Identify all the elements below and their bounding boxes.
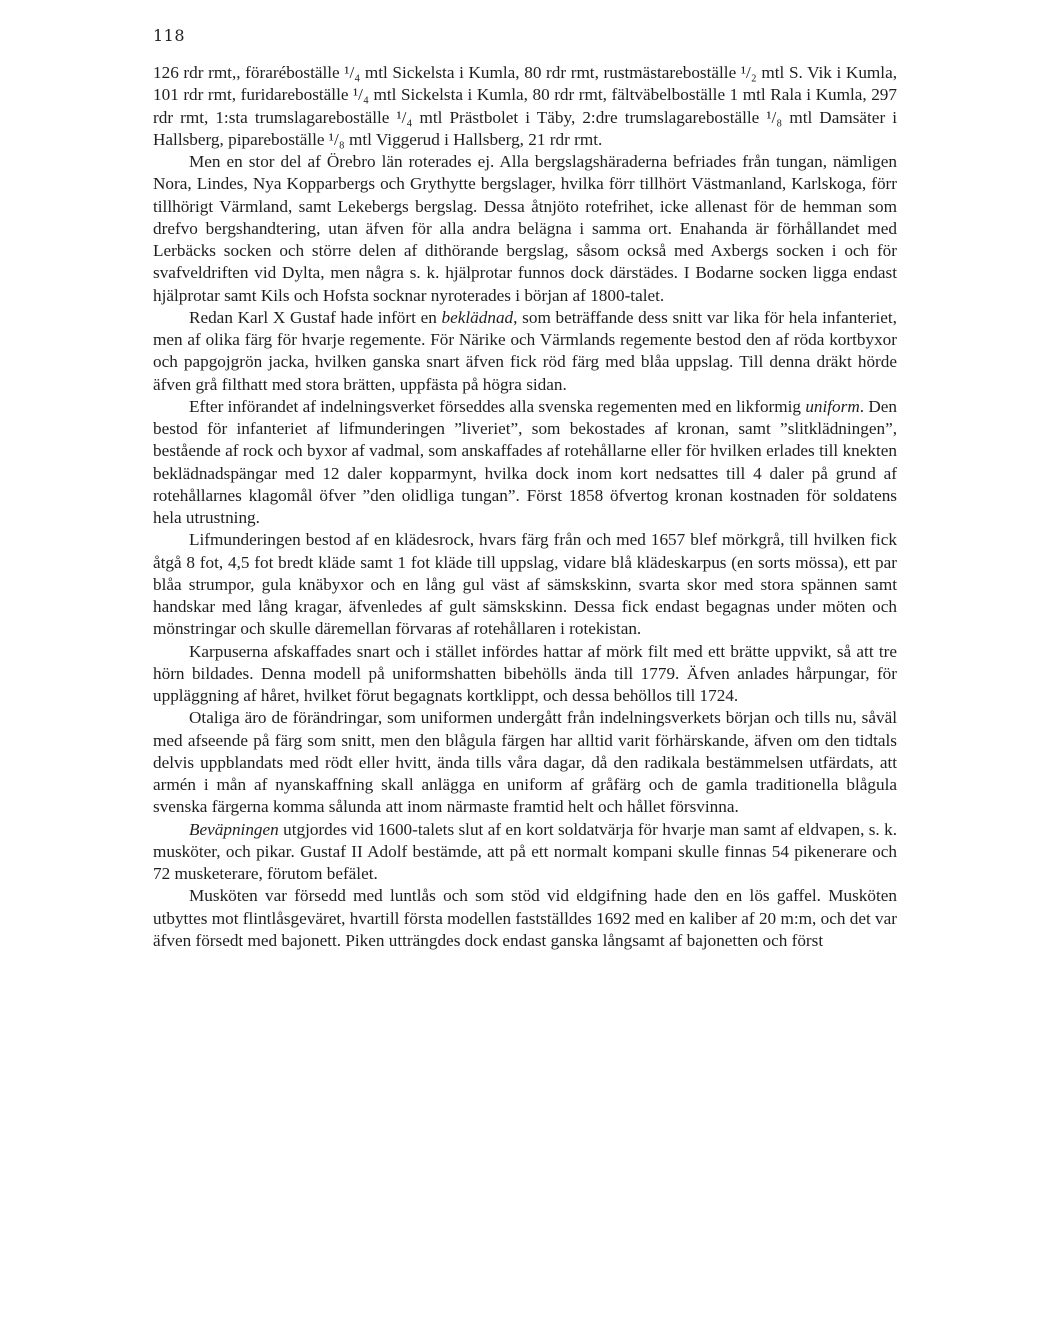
paragraph-7: Otaliga äro de förändringar, som uniformen undergått från indelningsverkets början och tills nu, såväl med afseende på färg som snitt, men den blågula färgen har alltid varit förhärskande, äfven om den tidtals delvis uppblandats med rödt eller hvitt, ända tills våra dagar, då den radikala bestämmelsen utfärdats, att armén i mån af nyanskaffning skall anlägga en uniform af gråfärg och de gamla traditionella blågula svenska färgerna komma sålunda att inom närmaste framtid helt och hållet försvinna. — [153, 708, 897, 817]
paragraph-2: Men en stor del af Örebro län roterades ej. Alla bergslagshäraderna befriades från tungan, nämligen Nora, Lindes, Nya Kopparbergs och Grythytte bergslager, hvilka förr tillhört Västmanland, Karlskoga, förr tillhörigt Värmland, samt Lekebergs bergslag. Dessa åtnjöto rotefrihet, icke allenast för de hemman som drefvo bergshandtering, utan äfven för alla andra belägna i samma ort. Enahanda är förhållandet med Lerbäcks socken och större delen af dithörande bergslag, såsom också med Axbergs socken i och för svafveldriften vid Dylta, men några s. k. hjälprotar funnos dock därstädes. I Bodarne socken ligga endast hjälprotar samt Kils och Hofsta socknar nyroterades i början af 1800-talet. — [153, 152, 897, 305]
body-text — [153, 62, 897, 952]
paragraph-4-emphasis: uniform — [805, 396, 860, 416]
paragraph-4 — [153, 396, 897, 530]
page-number: 118 — [153, 26, 186, 45]
paragraph-8 — [153, 819, 897, 886]
paragraph-3-emphasis: beklädnad — [441, 307, 514, 327]
paragraph-9: Musköten var försedd med luntlås och som stöd vid eldgifning hade den en lös gaffel. Musköten utbyttes mot flintlåsgeväret, hvartill första modellen fastställdes 1692 med en kaliber af 20 m:m, och det var äfven försedt med bajonett. Piken utträngdes dock endast ganska långsamt af bajonetten och först — [153, 886, 897, 950]
paragraph-5: Lifmunderingen bestod af en klädesrock, hvars färg från och med 1657 blef mörkgrå, till hvilken fick åtgå 8 fot, 4,5 fot bredt kläde samt 1 fot kläde till uppslag, vidare blå klädeskarpus (en sorts mössa), ett par blåa strumpor, gula knäbyxor och en lång gul väst af sämskskinn, svarta skor med stora spännen samt handskar med lång kragar, äfvenledes af gult sämskskinn. Dessa fick endast begagnas under möten och mönstringar och skulle däremellan förvaras af rotehållaren i rotekistan. — [153, 530, 897, 639]
paragraph-8-emphasis: Beväpningen — [189, 819, 279, 839]
paragraph-8-text-after: utgjordes vid 1600-talets slut af en kort soldatvärja för hvarje man samt af eldvapen, s. k. musköter, och pikar. Gustaf II Adolf bestämde, att på ett normalt kompani skulle finnas 54 pikenerare och 72 musketerare, förutom befälet. — [153, 819, 897, 883]
paragraph-4-text-after: . Den bestod för infanteriet af lifmunderingen ”liveriet”, som bekostades af kronan, samt ”slitklädningen”, bestående af rock och byxor af vadmal, som anskaffades af rotehållarne eller för hvilken erlades till knekten beklädnadspängar med 12 daler kopparmynt, hvilka dock inom kort nedsattes till 4 daler på grund af rotehållarnes klagomål öfver ”den olidliga tungan”. Först 1858 öfvertog kronan kostnaden för soldatens hela utrustning. — [153, 396, 897, 527]
paragraph-3-text-before: Redan Karl X Gustaf hade infört en — [189, 307, 442, 327]
paragraph-3 — [153, 307, 897, 396]
paragraph-6: Karpuserna afskaffades snart och i stället infördes hattar af mörk filt med ett brätte uppvikt, så att tre hörn bildades. Denna modell på uniformshatten bibehölls ända till 1779. Äfven anlades hårpungar, för uppläggning af håret, hvilket förut begagnats kortklippt, och dessa behöllos till 1724. — [153, 641, 897, 705]
paragraph-3-text-after: , som beträffande dess snitt var lika för hela infanteriet, men af olika färg för hvarje regemente. För Närike och Värmlands regemente bestod den af röda kortbyxor och papgojgrön jacka, hvilken ganska snart äfven fick röd färg med blåa uppslag. Till denna dräkt hörde äfven grå filthatt med stora brätten, uppfästa på högra sidan. — [153, 307, 897, 394]
paragraph-1: 126 rdr rmt,, föraréboställe ¹/₄ mtl Sickelsta i Kumla, 80 rdr rmt, rustmästareboställe ¹/₂ mtl S. Vik i Kumla, 101 rdr rmt, furidareboställe ¹/₄ mtl Sickelsta i Kumla, 80 rdr rmt, fältväbelboställe 1 mtl Rala i Kumla, 297 rdr rmt, 1:sta trumslagareboställe ¹/₄ mtl Prästbolet i Täby, 2:dre trumslagareboställe ¹/₈ mtl Damsäter i Hallsberg, pipareboställe ¹/₈ mtl Viggerud i Hallsberg, 21 rdr rmt. — [153, 63, 897, 149]
paragraph-4-text-before: Efter införandet af indelningsverket förseddes alla svenska regementen med en likformig — [189, 396, 806, 416]
